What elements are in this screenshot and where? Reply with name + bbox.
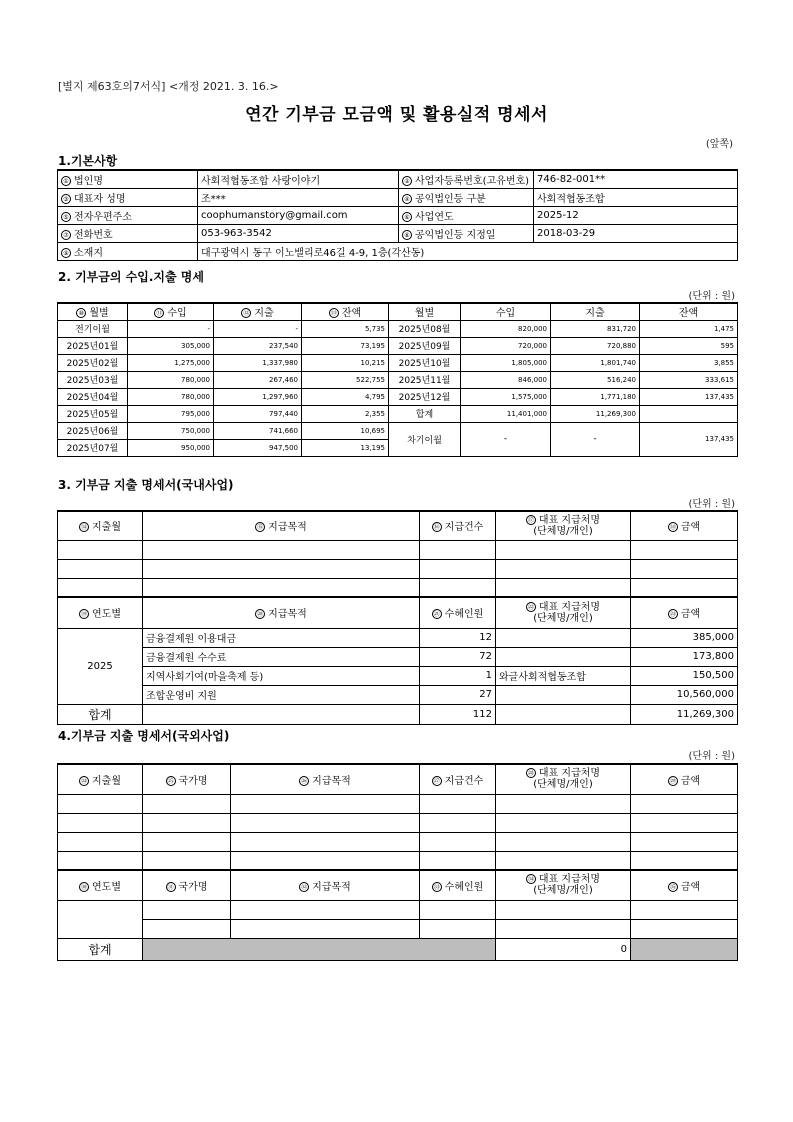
table-row — [58, 337, 738, 354]
circle-number: ㉟ — [669, 883, 676, 891]
circle-number: ④ — [402, 194, 412, 204]
header-amount: 금액 — [680, 522, 701, 534]
total-row — [58, 938, 738, 960]
table-row — [58, 666, 738, 685]
label-fiscal-year: 사업연도 — [415, 211, 454, 223]
expense-cell: 11,269,300 — [551, 405, 640, 422]
circle-number: ⑮ — [257, 524, 264, 532]
month-cell: 2025년05월 — [58, 405, 128, 422]
income-cell: 950,000 — [128, 439, 214, 456]
value-fiscal-year: 2025-12 — [534, 206, 738, 224]
month-cell: 2025년04월 — [58, 388, 128, 405]
empty-row — [58, 578, 738, 597]
expense-cell: 720,880 — [551, 337, 640, 354]
header-amount: 금액 — [680, 775, 701, 787]
circle-number: ① — [61, 176, 71, 186]
total-amount: 11,269,300 — [631, 704, 738, 724]
shaded-cell — [631, 938, 738, 960]
basic-info-row — [58, 188, 738, 206]
label-biz-no: 사업자등록번호(고유번호) — [415, 175, 530, 187]
balance-cell: 333,615 — [640, 371, 738, 388]
count-cell: 72 — [420, 647, 496, 666]
header-purpose: 지급목적 — [268, 609, 307, 621]
header-beneficiaries: 수혜인원 — [444, 609, 484, 621]
circle-number: ㉕ — [167, 777, 174, 785]
label-email: 전자우편주소 — [74, 211, 132, 223]
circle-number: ㉔ — [80, 777, 87, 785]
circle-number: ㉚ — [80, 883, 87, 891]
income-cell: 1,275,000 — [128, 354, 214, 371]
month-cell: 2025년10월 — [389, 354, 461, 371]
domestic-expense-table — [57, 510, 738, 725]
count-cell: 27 — [420, 685, 496, 704]
balance-cell: 595 — [640, 337, 738, 354]
circle-number: ⑤ — [61, 212, 71, 222]
header-balance-2: 잔액 — [640, 303, 738, 320]
amount-cell: 10,560,000 — [631, 685, 738, 704]
carry-label: 차기이월 — [389, 422, 461, 456]
expense-cell: 1,771,180 — [551, 388, 640, 405]
income-cell: 780,000 — [128, 388, 214, 405]
header-country: 국가명 — [178, 775, 208, 787]
balance-cell: 10,695 — [302, 422, 389, 439]
balance-cell: 2,355 — [302, 405, 389, 422]
circle-number: ⑲ — [80, 611, 87, 619]
expense-cell: 947,500 — [214, 439, 302, 456]
header-payee-sub: (단체명/개인) — [533, 525, 593, 537]
circle-number: ⑯ — [433, 524, 440, 532]
table-row — [58, 354, 738, 371]
table-row — [58, 405, 738, 422]
section-4-title: 4.기부금 지출 명세서(국외사업) — [58, 729, 230, 743]
expense-cell: 237,540 — [214, 337, 302, 354]
header-expense-month: 지출월 — [92, 775, 121, 787]
circle-number: ⑬ — [330, 310, 337, 318]
circle-number: ㉗ — [433, 777, 440, 785]
circle-number: ⑪ — [156, 310, 163, 318]
empty-row — [58, 851, 738, 870]
payee-cell — [496, 628, 631, 647]
empty-row — [58, 794, 738, 813]
circle-number: ㉓ — [669, 611, 676, 619]
balance-cell: 3,855 — [640, 354, 738, 371]
income-cell: 1,575,000 — [461, 388, 551, 405]
value-email: coophumanstory@gmail.com — [198, 206, 399, 224]
value-corp-type: 사회적협동조합 — [534, 188, 738, 206]
table-row — [58, 320, 738, 337]
header-payee-sub: (단체명/개인) — [533, 779, 593, 791]
value-designation-date: 2018-03-29 — [534, 224, 738, 242]
table-row — [58, 647, 738, 666]
value-phone: 053-963-3542 — [198, 224, 399, 242]
header-purpose: 지급목적 — [268, 522, 307, 534]
label-corp-name: 법인명 — [74, 175, 103, 187]
circle-number: ③ — [61, 194, 71, 204]
table-header-row — [58, 511, 738, 540]
circle-number: ㉞ — [527, 876, 534, 884]
balance-cell: 4,795 — [302, 388, 389, 405]
basic-info-row — [58, 170, 738, 188]
header-payee-sub: (단체명/개인) — [533, 885, 593, 897]
payee-cell — [496, 647, 631, 666]
amount-cell: 150,500 — [631, 666, 738, 685]
value-corp-name: 사회적협동조합 사랑이야기 — [198, 170, 399, 188]
carry-balance: 137,435 — [640, 422, 738, 456]
month-cell: 2025년03월 — [58, 371, 128, 388]
month-cell: 전기이월 — [58, 320, 128, 337]
header-country: 국가명 — [178, 881, 208, 893]
basic-info-row — [58, 224, 738, 242]
basic-info-row — [58, 242, 738, 260]
circle-number: ㉙ — [669, 777, 676, 785]
total-count: 112 — [420, 704, 496, 724]
total-label: 합계 — [58, 938, 143, 960]
header-count: 지급건수 — [444, 775, 484, 787]
value-address: 대구광역시 동구 이노밸리로46길 4-9, 1층(각산동) — [198, 242, 738, 260]
page-title: 연간 기부금 모금액 및 활용실적 명세서 — [245, 105, 548, 125]
circle-number: ⑩ — [76, 308, 86, 318]
header-purpose: 지급목적 — [312, 881, 351, 893]
month-cell: 2025년06월 — [58, 422, 128, 439]
purpose-cell: 금융결제원 수수료 — [143, 647, 420, 666]
header-count: 지급건수 — [444, 522, 484, 534]
header-payee: 대표 지급처명 — [538, 514, 601, 526]
unit-label: (단위 : 원) — [688, 499, 735, 510]
header-beneficiaries: 수혜인원 — [444, 881, 484, 893]
header-income-2: 수입 — [461, 303, 551, 320]
basic-info-row — [58, 206, 738, 224]
circle-number: ㉝ — [433, 883, 440, 891]
balance-cell: 1,475 — [640, 320, 738, 337]
circle-number: ⑫ — [243, 310, 250, 318]
table-row — [58, 388, 738, 405]
section-3-title: 3. 기부금 지출 명세서(국내사업) — [58, 478, 234, 492]
total-row — [58, 704, 738, 724]
expense-cell: 1,337,980 — [214, 354, 302, 371]
table-header-row — [58, 597, 738, 628]
table-row — [58, 628, 738, 647]
total-count: 0 — [496, 938, 631, 960]
label-corp-type: 공익법인등 구분 — [415, 193, 486, 205]
header-income: 수입 — [167, 308, 187, 320]
header-expense-month: 지출월 — [92, 522, 121, 534]
income-cell: - — [128, 320, 214, 337]
value-biz-no: 746-82-001** — [534, 170, 738, 188]
income-cell: 846,000 — [461, 371, 551, 388]
total-label: 합계 — [58, 704, 143, 724]
expense-cell: 831,720 — [551, 320, 640, 337]
table-row — [58, 371, 738, 388]
empty-row — [58, 919, 738, 938]
expense-cell: 516,240 — [551, 371, 640, 388]
label-address: 소재지 — [74, 247, 103, 259]
circle-number: ⑳ — [257, 611, 264, 619]
header-payee: 대표 지급처명 — [538, 601, 601, 613]
table-header-row — [58, 764, 738, 794]
circle-number: ② — [402, 176, 412, 186]
month-cell: 2025년08월 — [389, 320, 461, 337]
circle-number: ⑥ — [402, 212, 412, 222]
table-row — [58, 422, 738, 439]
header-balance: 잔액 — [341, 308, 362, 320]
payee-cell: 와글사회적협동조합 — [496, 666, 631, 685]
circle-number: ⑦ — [61, 230, 71, 240]
section-1-title: 1.기본사항 — [58, 154, 118, 168]
expense-cell: 741,660 — [214, 422, 302, 439]
month-cell: 2025년09월 — [389, 337, 461, 354]
table-header-row — [58, 870, 738, 900]
header-year: 연도별 — [92, 881, 121, 893]
section-2-title: 2. 기부금의 수입.지출 명세 — [58, 270, 204, 284]
balance-cell: 13,195 — [302, 439, 389, 456]
purpose-cell: 지역사회기여(마을축제 등) — [143, 666, 420, 685]
balance-cell: 10,215 — [302, 354, 389, 371]
header-year: 연도별 — [92, 609, 121, 621]
empty-row — [58, 813, 738, 832]
income-cell: 11,401,000 — [461, 405, 551, 422]
month-cell: 2025년01월 — [58, 337, 128, 354]
circle-number: ⑨ — [61, 248, 71, 258]
circle-number: ㉖ — [301, 777, 308, 785]
expense-cell: - — [214, 320, 302, 337]
table-header-row — [58, 303, 738, 320]
header-payee: 대표 지급처명 — [538, 768, 601, 780]
expense-cell: 1,801,740 — [551, 354, 640, 371]
month-cell: 합계 — [389, 405, 461, 422]
income-cell: 720,000 — [461, 337, 551, 354]
payee-cell — [496, 685, 631, 704]
month-cell: 2025년12월 — [389, 388, 461, 405]
label-designation-date: 공익법인등 지정일 — [415, 229, 496, 241]
balance-cell: 73,195 — [302, 337, 389, 354]
header-purpose: 지급목적 — [312, 775, 351, 787]
carry-income: - — [461, 422, 551, 456]
income-cell: 780,000 — [128, 371, 214, 388]
value-rep-name: 조*** — [198, 188, 399, 206]
table-row — [58, 685, 738, 704]
month-cell: 2025년02월 — [58, 354, 128, 371]
overseas-expense-table — [57, 763, 738, 961]
purpose-cell: 조합운영비 지원 — [143, 685, 420, 704]
header-payee-sub: (단체명/개인) — [533, 612, 593, 624]
income-cell: 750,000 — [128, 422, 214, 439]
form-number: [별지 제63호의7서식] <개정 2021. 3. 16.> — [58, 80, 279, 93]
carry-expense: - — [551, 422, 640, 456]
balance-cell: 522,755 — [302, 371, 389, 388]
purpose-cell: 금융결제원 이용대금 — [143, 628, 420, 647]
expense-cell: 797,440 — [214, 405, 302, 422]
circle-number: ⑱ — [669, 524, 676, 532]
amount-cell: 173,800 — [631, 647, 738, 666]
income-expense-table — [57, 302, 738, 457]
header-amount: 금액 — [680, 881, 701, 893]
empty-row — [58, 540, 738, 559]
circle-number: ㉒ — [527, 603, 534, 611]
circle-number: ⑧ — [402, 230, 412, 240]
amount-cell: 385,000 — [631, 628, 738, 647]
unit-label: (단위 : 원) — [688, 291, 735, 302]
unit-label: (단위 : 원) — [688, 751, 735, 762]
count-cell: 12 — [420, 628, 496, 647]
empty-row — [58, 832, 738, 851]
balance-cell: 137,435 — [640, 388, 738, 405]
label-rep-name: 대표자 성명 — [74, 193, 126, 205]
header-expense-2: 지출 — [551, 303, 640, 320]
header-month: 월별 — [89, 308, 109, 320]
circle-number: ㉜ — [301, 883, 308, 891]
empty-row — [58, 559, 738, 578]
header-month-2: 월별 — [389, 303, 461, 320]
basic-info-table — [57, 169, 738, 261]
count-cell: 1 — [420, 666, 496, 685]
circle-number: ㉘ — [527, 770, 534, 778]
page-side-label: (앞쪽) — [705, 139, 733, 150]
shaded-cell — [143, 938, 496, 960]
empty-row — [58, 900, 738, 919]
circle-number: ㉛ — [167, 883, 174, 891]
circle-number: ⑭ — [80, 524, 87, 532]
income-cell: 1,805,000 — [461, 354, 551, 371]
income-cell: 820,000 — [461, 320, 551, 337]
balance-cell — [640, 405, 738, 422]
expense-cell: 1,297,960 — [214, 388, 302, 405]
header-expense: 지출 — [254, 308, 274, 320]
month-cell: 2025년07월 — [58, 439, 128, 456]
circle-number: ⑰ — [527, 516, 534, 524]
header-amount: 금액 — [680, 609, 701, 621]
expense-cell: 267,460 — [214, 371, 302, 388]
income-cell: 795,000 — [128, 405, 214, 422]
balance-cell: 5,735 — [302, 320, 389, 337]
header-payee: 대표 지급처명 — [538, 874, 601, 886]
month-cell: 2025년11월 — [389, 371, 461, 388]
circle-number: ㉑ — [433, 611, 440, 619]
label-phone: 전화번호 — [74, 229, 113, 241]
income-cell: 305,000 — [128, 337, 214, 354]
year-cell: 2025 — [58, 628, 143, 704]
